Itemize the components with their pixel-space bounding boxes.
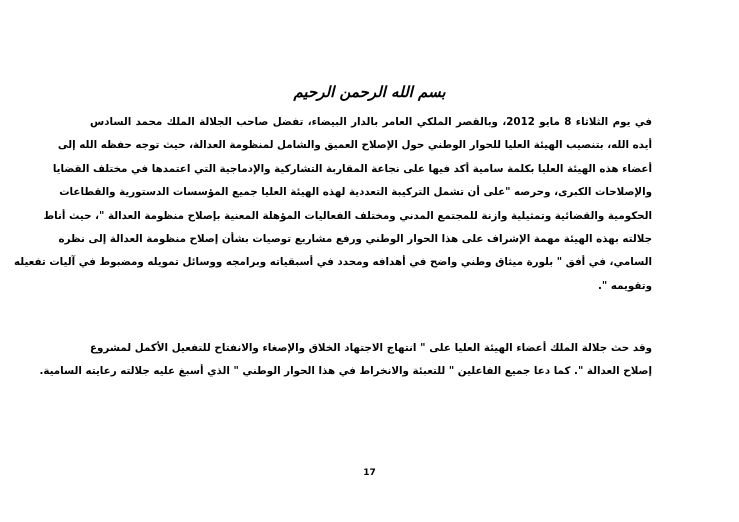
paragraph-1-line: جلالته بهذه الهيئة مهمة الإشراف على هذا الحوار الوطني ورفع مشاريع توصيات بشأن إصلاح منظومة العدالة إلى نظره bbox=[58, 232, 652, 245]
page-number: 17 bbox=[363, 468, 376, 478]
basmala-heading: بسم الله الرحمن الرحيم bbox=[293, 83, 446, 101]
paragraph-1-line: السامي، في أفق " بلورة ميثاق وطني واضح في أهدافه ومحدد في أسبقياته وبرامجه ووسائل تمويله ومضبوط في آليات تفعيله bbox=[14, 256, 652, 269]
paragraph-2-line: وقد حث جلالة الملك أعضاء الهيئة العليا على " انتهاج الاجتهاد الخلاق والإصغاء والانفتاح للتفعيل الأكمل لمشروع bbox=[90, 342, 652, 354]
paragraph-1-line: الحكومية والقضائية وتمثيلية وازنة للمجتمع المدني ومختلف الفعاليات المؤهلة المعنية بإصلاح منظومة العدالة "، حيث أناط bbox=[43, 209, 652, 222]
paragraph-1-line: في يوم الثلاثاء 8 مايو 2012، وبالقصر الملكي العامر بالدار البيضاء، تفضل صاحب الجلالة الملك محمد السادس bbox=[90, 116, 652, 128]
paragraph-1-line: أيده الله، بتنصيب الهيئة العليا للحوار الوطني حول الإصلاح العميق والشامل لمنظومة العدالة، حيث توجه حفظه الله إلى bbox=[57, 139, 652, 152]
paragraph-1 bbox=[14, 111, 652, 298]
paragraph-2 bbox=[39, 337, 652, 384]
paragraph-1-line: وتقويمه ". bbox=[597, 279, 652, 292]
paragraph-1-line: والإصلاحات الكبرى، وحرصه "على أن تشمل التركيبة التعددية لهذه الهيئة العليا جميع المؤسسات الدستورية والقطاعات bbox=[59, 186, 652, 199]
paragraph-2-line: إصلاح العدالة ". كما دعا جميع الفاعلين " للتعبئة والانخراط في هذا الحوار الوطني " الذي أسبغ عليه جلالته رعايته السامية. bbox=[39, 365, 652, 378]
paragraph-1-line: أعضاء هذه الهيئة العليا بكلمة سامية أكد فيها على نجاعة المقاربة التشاركية والإدماجية التي اعتمدها في مختلف القضايا bbox=[52, 162, 652, 175]
